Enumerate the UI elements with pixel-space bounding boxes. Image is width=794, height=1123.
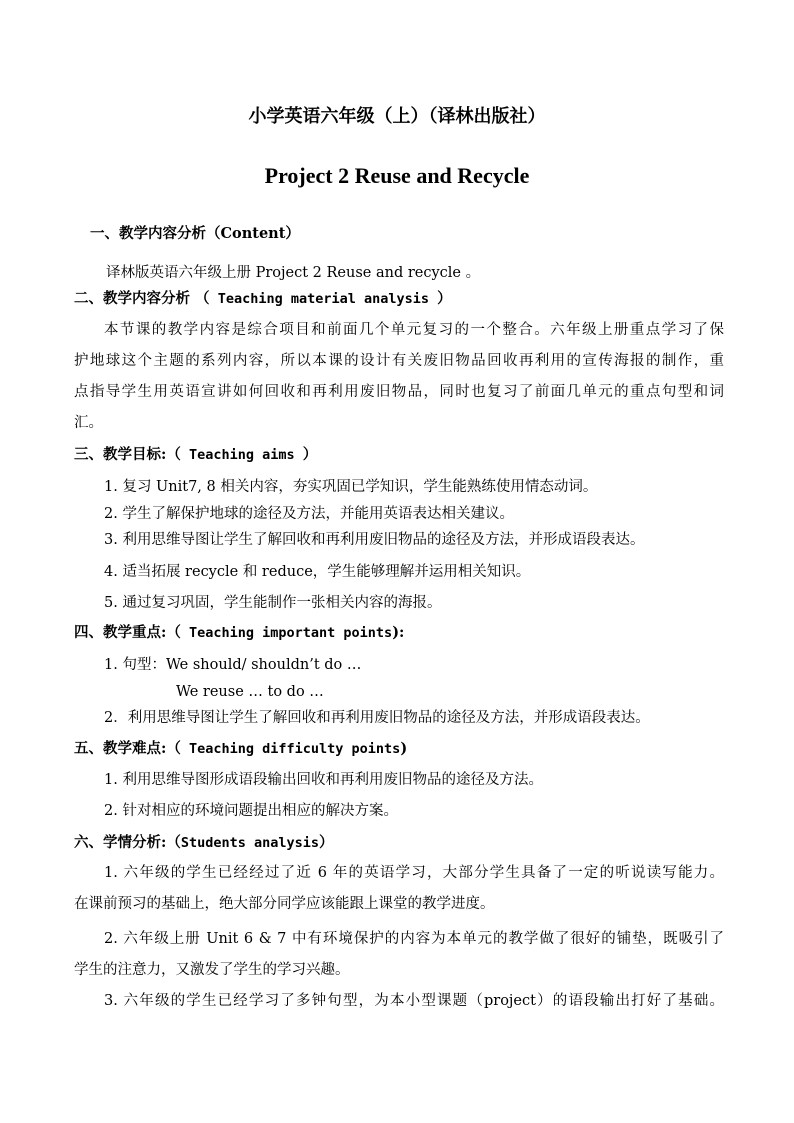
- paragraph-line: 点指导学生用英语宣讲如何回收和再利用废旧物品，同时也复习了前面几单元的重点句型和词: [74, 384, 724, 400]
- section-heading-material-analysis: [74, 289, 452, 309]
- section-title-zh: 教学内容分析（: [119, 225, 221, 242]
- section-title-en: Teaching difficulty points: [180, 741, 401, 757]
- list-item: 5. 通过复习巩固，学生能制作一张相关内容的海报。: [104, 595, 442, 611]
- section-title-en: Students analysis: [180, 835, 320, 851]
- document-title: 小学英语六年级（上）（译林出版社）: [248, 106, 546, 127]
- list-item: 4. 适当拓展 recycle 和 reduce，学生能够理解并运用相关知识。: [104, 564, 531, 580]
- section-title-close: ）: [285, 225, 300, 242]
- section-title-en: Teaching important points: [180, 625, 393, 641]
- section-title-close: ): [400, 740, 408, 757]
- section-number: 一、: [90, 225, 119, 242]
- section-number: 五、: [74, 740, 103, 757]
- paragraph-line: 1. 六年级的学生已经经过了近 6 年的英语学习，大部分学生具备了一定的听说读写能力。: [104, 865, 724, 881]
- paragraph-line: 本节课的教学内容是综合项目和前面几个单元复习的一个整合。六年级上册重点学习了保: [104, 322, 724, 338]
- section-title-zh: 教学目标:（: [103, 446, 181, 463]
- paragraph-content: 译林版英语六年级上册 Project 2 Reuse and recycle 。: [106, 265, 481, 281]
- list-item: 1. 复习 Unit7, 8 相关内容，夯实巩固已学知识，学生能熟练使用情态动词。: [104, 479, 598, 495]
- section-title-en: Content: [220, 225, 286, 242]
- paragraph-line: 在课前预习的基础上，绝大部分同学应该能跟上课堂的教学进度。: [74, 896, 495, 912]
- section-number: 四、: [74, 624, 103, 641]
- section-heading-content: [90, 224, 300, 244]
- section-title-zh: 学情分析:（: [103, 834, 181, 851]
- list-item-continuation: We reuse … to do …: [176, 684, 324, 700]
- list-item: 1. 句型：We should/ shouldn’t do …: [104, 657, 362, 673]
- section-title-close: ）: [319, 834, 334, 851]
- section-title-zh: 教学难点:（: [103, 740, 181, 757]
- section-number: 二、: [74, 290, 103, 307]
- section-heading-teaching-aims: [74, 445, 317, 465]
- section-title-zh: 教学重点:（: [103, 624, 181, 641]
- section-title-close: ）: [302, 446, 318, 463]
- paragraph-line: 2. 六年级上册 Unit 6 & 7 中有环境保护的内容为本单元的教学做了很好的铺垫，既吸引了: [104, 931, 724, 947]
- list-item: 2. 学生了解保护地球的途径及方法，并能用英语表达相关建议。: [104, 506, 514, 522]
- list-item: 2. 针对相应的环境问题提出相应的解决方案。: [104, 803, 398, 819]
- list-item: 2．利用思维导图让学生了解回收和再利用废旧物品的途径及方法，并形成语段表达。: [104, 710, 650, 726]
- paragraph-line: 护地球这个主题的系列内容，所以本课的设计有关废旧物品回收再利用的宣传海报的制作，重: [74, 353, 724, 369]
- paragraph-line: 3. 六年级的学生已经学习了多钟句型，为本小型课题（project）的语段输出打好了基础。: [104, 993, 724, 1009]
- section-title-close: ）: [437, 290, 452, 307]
- section-title-zh: 教学内容分析 （: [103, 290, 210, 307]
- section-title-close: ):: [392, 624, 405, 641]
- section-heading-students-analysis: [74, 833, 334, 853]
- paragraph-line: 汇。: [74, 415, 103, 431]
- list-item: 1. 利用思维导图形成语段输出回收和再利用废旧物品的途径及方法。: [104, 772, 543, 788]
- section-title-en: Teaching material analysis: [209, 291, 438, 307]
- section-title-en: Teaching aims: [180, 447, 303, 463]
- section-heading-important-points: [74, 623, 404, 643]
- document-subtitle: Project 2 Reuse and Recycle: [264, 163, 530, 188]
- list-item: 3. 利用思维导图让学生了解回收和再利用废旧物品的途径及方法，并形成语段表达。: [104, 532, 645, 548]
- paragraph-line: 学生的注意力，又激发了学生的学习兴趣。: [74, 962, 350, 978]
- section-number: 六、: [74, 834, 103, 851]
- section-number: 三、: [74, 446, 103, 463]
- section-heading-difficulty-points: [74, 739, 407, 759]
